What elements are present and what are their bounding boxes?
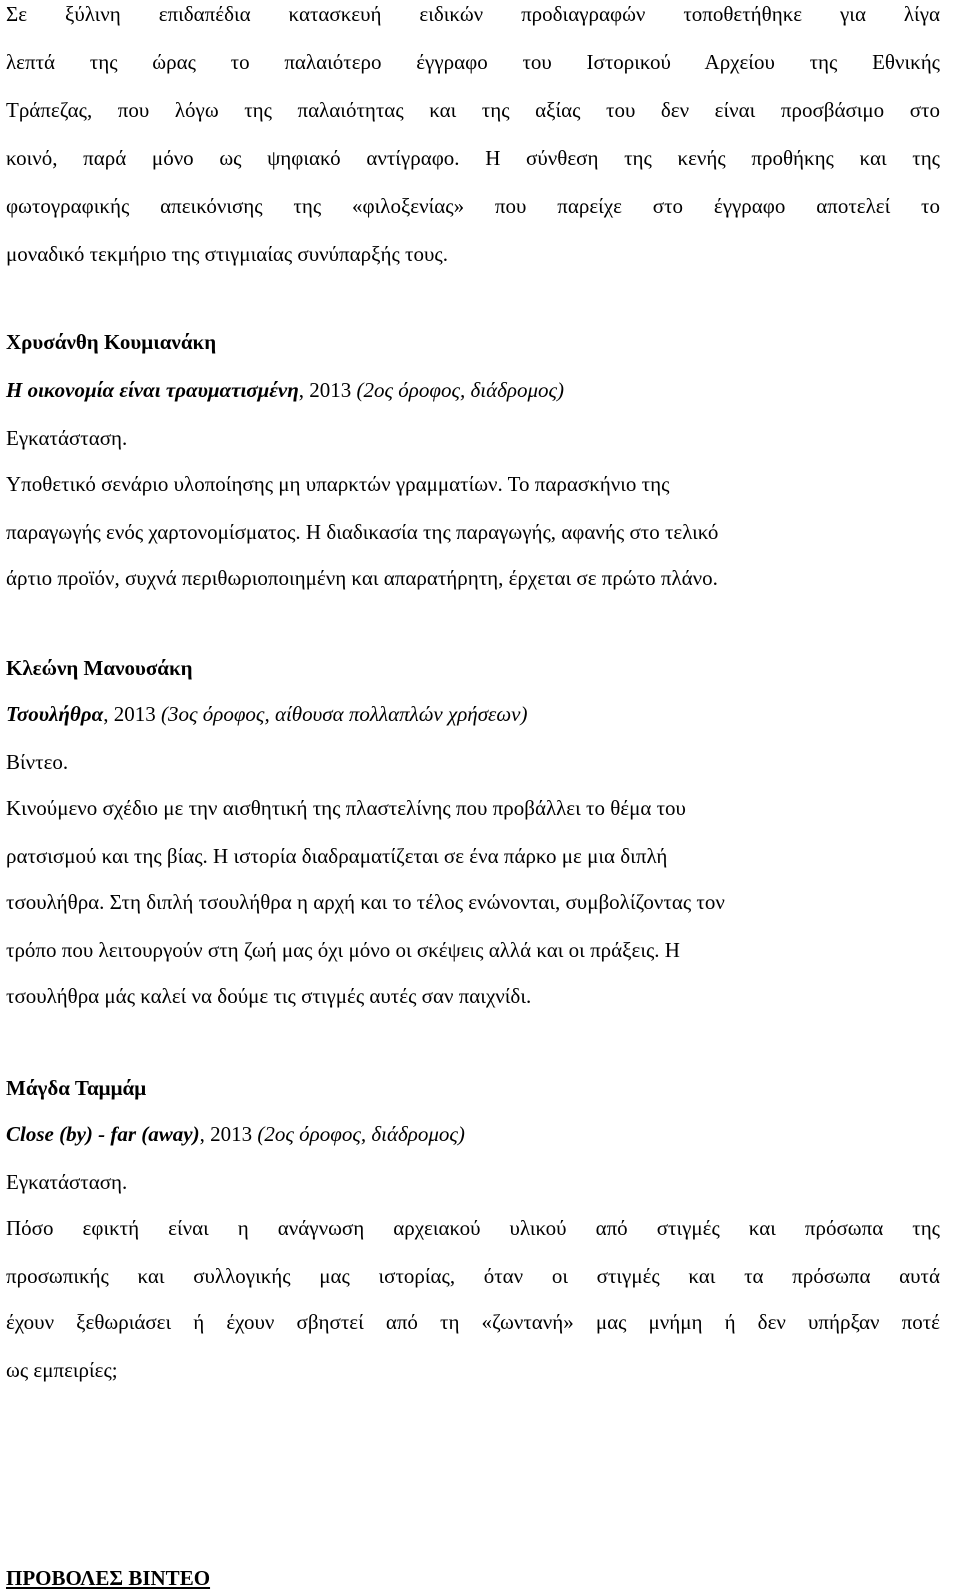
work-year: , 2013 (199, 1122, 258, 1146)
artist-name: Κλεώνη Μανουσάκη (6, 656, 193, 680)
work-info (6, 378, 564, 402)
intro-line: Σε ξύλινη επιδαπέδια κατασκευή ειδικών προδιαγραφών τοποθετήθηκε για λίγα (6, 2, 940, 26)
description-line: Κινούμενο σχέδιο με την αισθητική της πλαστελίνης που προβάλλει το θέμα του (6, 796, 686, 820)
description-line: τσουλήθρα. Στη διπλή τσουλήθρα η αρχή και το τέλος ενώνονται, συμβολίζοντας τον (6, 890, 725, 914)
description-line: Υποθετικό σενάριο υλοποίησης μη υπαρκτών γραμματίων. Το παρασκήνιο της (6, 472, 670, 496)
description-line: ρατσισμού και της βίας. Η ιστορία διαδραματίζεται σε ένα πάρκο με μια διπλή (6, 844, 668, 868)
artist-name: Χρυσάνθη Κουμιανάκη (6, 330, 217, 354)
work-location: (3ος όροφος, αίθουσα πολλαπλών χρήσεων) (160, 702, 528, 726)
work-location: (2ος όροφος, διάδρομος) (356, 378, 565, 402)
artist-name: Μάγδα Ταμμάμ (6, 1076, 147, 1100)
work-title: Η οικονομία είναι τραυματισμένη (6, 378, 299, 402)
description-line: προσωπικής και συλλογικής μας ιστορίας, όταν οι στιγμές και τα πρόσωπα αυτά (6, 1264, 940, 1288)
description-line: τρόπο που λειτουργούν στη ζωή μας όχι μόνο οι σκέψεις αλλά και οι πράξεις. Η (6, 938, 680, 962)
description-line: ως εμπειρίες; (6, 1358, 118, 1382)
intro-line: φωτογραφικής απεικόνισης της «φιλοξενίας» που παρείχε στο έγγραφο αποτελεί το (6, 194, 940, 218)
work-medium: Εγκατάσταση. (6, 426, 128, 450)
intro-line: κοινό, παρά μόνο ως ψηφιακό αντίγραφο. Η σύνθεση της κενής προθήκης και της (6, 146, 940, 170)
description-line: Πόσο εφικτή είναι η ανάγνωση αρχειακού υλικού από στιγμές και πρόσωπα της (6, 1216, 940, 1240)
work-info (6, 702, 527, 726)
intro-line: μοναδικό τεκμήριο της στιγμιαίας συνύπαρξής τους. (6, 242, 448, 266)
work-title: Τσουλήθρα (6, 702, 104, 726)
work-medium: Εγκατάσταση. (6, 1170, 128, 1194)
description-line: τσουλήθρα μάς καλεί να δούμε τις στιγμές αυτές σαν παιχνίδι. (6, 984, 532, 1008)
section-heading: ΠΡΟΒΟΛΕΣ ΒΙΝΤΕΟ (6, 1566, 211, 1590)
work-info (6, 1122, 465, 1146)
intro-line: λεπτά της ώρας το παλαιότερο έγγραφο του Ιστορικού Αρχείου της Εθνικής (6, 50, 940, 74)
work-location: (2ος όροφος, διάδρομος) (257, 1122, 465, 1146)
description-line: έχουν ξεθωριάσει ή έχουν σβηστεί από τη «ζωντανή» μας μνήμη ή δεν υπήρξαν ποτέ (6, 1310, 940, 1334)
intro-line: Τράπεζας, που λόγω της παλαιότητας και της αξίας του δεν είναι προσβάσιμο στο (6, 98, 940, 122)
work-medium: Βίντεο. (6, 750, 69, 774)
description-line: άρτιο προϊόν, συχνά περιθωριοποιημένη και απαρατήρητη, έρχεται σε πρώτο πλάνο. (6, 566, 718, 590)
description-line: παραγωγής ενός χαρτονομίσματος. Η διαδικασία της παραγωγής, αφανής στο τελικό (6, 520, 719, 544)
work-year: , 2013 (298, 378, 357, 402)
work-year: , 2013 (103, 702, 161, 726)
work-title: Close (by) - far (away) (6, 1122, 200, 1146)
